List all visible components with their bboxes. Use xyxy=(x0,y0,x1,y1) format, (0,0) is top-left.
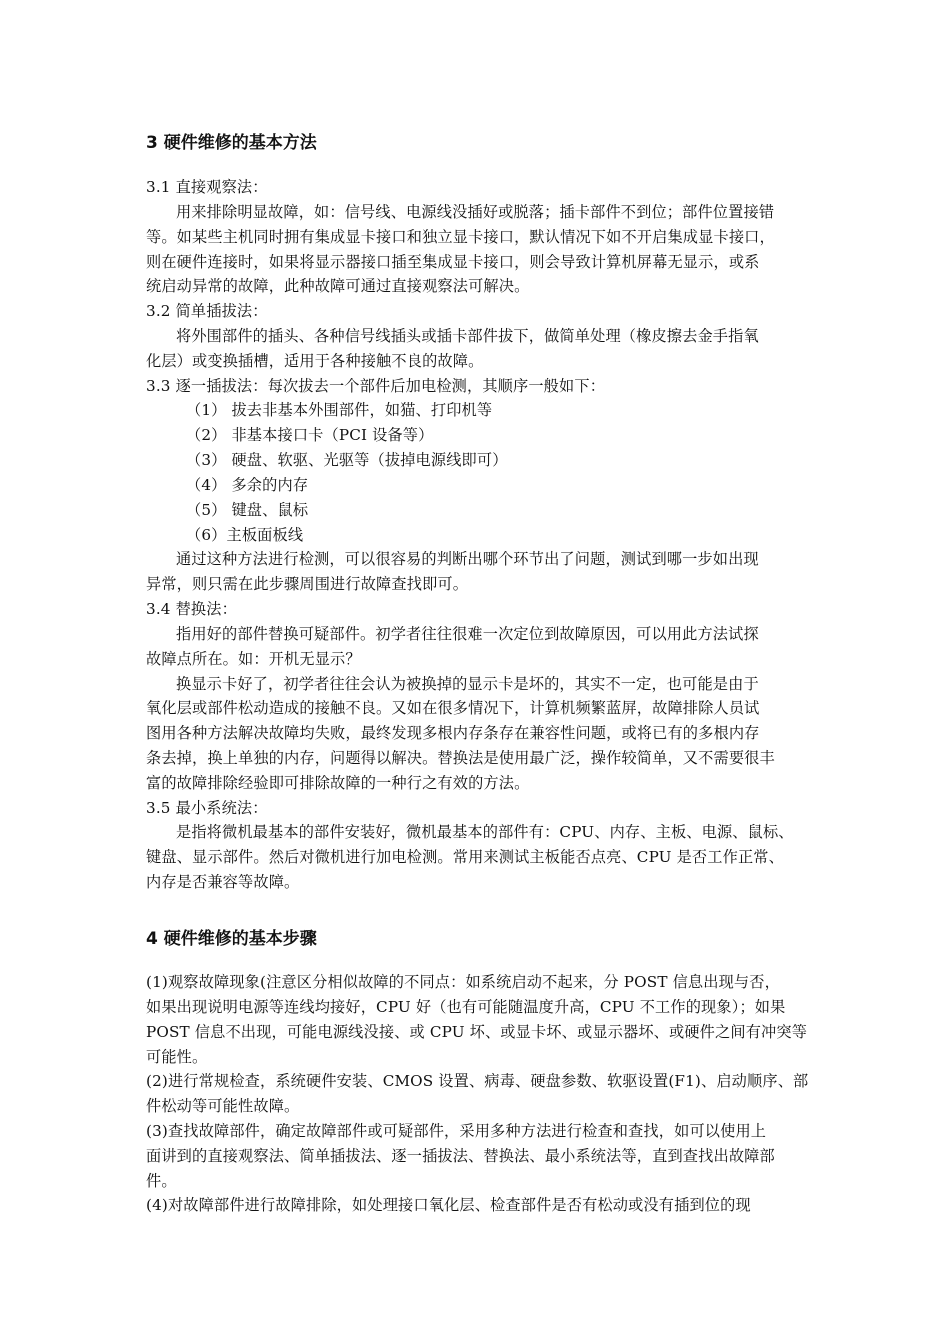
paragraph-line: 通过这种方法进行检测，可以很容易的判断出哪个环节出了问题，测试到哪一步如出现 xyxy=(176,550,759,568)
section-3-heading: 3 硬件维修的基本方法 xyxy=(146,133,317,153)
paragraph-line: 换显示卡好了，初学者往往会认为被换掉的显示卡是坏的，其实不一定，也可能是由于 xyxy=(176,675,759,693)
paragraph-line: POST 信息不出现，可能电源线没接、或 CPU 坏、或显卡坏、或显示器坏、或硬件之间有冲突等 xyxy=(146,1023,808,1041)
paragraph-line: 图用各种方法解决故障均失败，最终发现多根内存条存在兼容性问题，或将已有的多根内存 xyxy=(146,724,760,742)
step-item: （5） 键盘、鼠标 xyxy=(186,501,309,519)
paragraph-line: 氧化层或部件松动造成的接触不良。又如在很多情况下，计算机频繁蓝屏，故障排除人员试 xyxy=(146,699,760,717)
section-3-4-title: 3.4 替换法： xyxy=(146,600,237,618)
paragraph-line: 内存是否兼容等故障。 xyxy=(146,873,300,891)
step-item: （2） 非基本接口卡（PCI 设备等） xyxy=(186,426,434,444)
paragraph-line: 将外围部件的插头、各种信号线插头或插卡部件拔下，做简单处理（橡皮擦去金手指氧 xyxy=(176,327,759,345)
paragraph-line: 件。 xyxy=(146,1172,177,1190)
paragraph-line: (2)进行常规检查，系统硬件安装、CMOS 设置、病毒、硬盘参数、软驱设置(F1)、启动顺序、部 xyxy=(146,1072,809,1090)
section-3-2-title: 3.2 简单插拔法： xyxy=(146,302,268,320)
section-3-3-title: 3.3 逐一插拔法：每次拔去一个部件后加电检测，其顺序一般如下： xyxy=(146,377,606,395)
paragraph-line: 统启动异常的故障，此种故障可通过直接观察法可解决。 xyxy=(146,277,530,295)
paragraph-line: 化层）或变换插槽，适用于各种接触不良的故障。 xyxy=(146,352,484,370)
paragraph-line: (4)对故障部件进行故障排除，如处理接口氧化层、检查部件是否有松动或没有插到位的现 xyxy=(146,1196,751,1214)
paragraph-line: 则在硬件连接时，如果将显示器接口插至集成显卡接口，则会导致计算机屏幕无显示，或系 xyxy=(146,253,760,271)
paragraph-line: 异常，则只需在此步骤周围进行故障查找即可。 xyxy=(146,575,469,593)
paragraph-line: 富的故障排除经验即可排除故障的一种行之有效的方法。 xyxy=(146,774,530,792)
section-3-1-title: 3.1 直接观察法： xyxy=(146,178,268,196)
section-4-heading: 4 硬件维修的基本步骤 xyxy=(146,929,317,949)
paragraph-line: 件松动等可能性故障。 xyxy=(146,1097,300,1115)
paragraph-line: 如果出现说明电源等连线均接好，CPU 好（也有可能随温度升高，CPU 不工作的现象）；如果 xyxy=(146,998,786,1016)
paragraph-line: 指用好的部件替换可疑部件。初学者往往很难一次定位到故障原因，可以用此方法试探 xyxy=(176,625,759,643)
paragraph-line: 故障点所在。如：开机无显示？ xyxy=(146,650,361,668)
paragraph-line: (3)查找故障部件，确定故障部件或可疑部件，采用多种方法进行检查和查找，如可以使用上 xyxy=(146,1122,767,1140)
paragraph-line: 可能性。 xyxy=(146,1048,208,1066)
step-item: （4） 多余的内存 xyxy=(186,476,309,494)
paragraph-line: 键盘、显示部件。然后对微机进行加电检测。常用来测试主板能否点亮、CPU 是否工作正常、 xyxy=(146,848,784,866)
step-item: （1） 拔去非基本外围部件，如猫、打印机等 xyxy=(186,401,493,419)
step-item: （6）主板面板线 xyxy=(186,526,304,544)
paragraph-line: 条去掉，换上单独的内存，问题得以解决。替换法是使用最广泛，操作较简单，又不需要很丰 xyxy=(146,749,775,767)
paragraph-line: 用来排除明显故障，如：信号线、电源线没插好或脱落；插卡部件不到位；部件位置接错 xyxy=(176,203,775,221)
paragraph-line: 等。如某些主机同时拥有集成显卡接口和独立显卡接口，默认情况下如不开启集成显卡接口， xyxy=(146,228,775,246)
paragraph-line: 面讲到的直接观察法、简单插拔法、逐一插拔法、替换法、最小系统法等，直到查找出故障部 xyxy=(146,1147,775,1165)
step-item: （3） 硬盘、软驱、光驱等（拔掉电源线即可） xyxy=(186,451,508,469)
paragraph-line: (1)观察故障现象(注意区分相似故障的不同点：如系统启动不起来，分 POST 信息出现与否， xyxy=(146,973,780,991)
paragraph-line: 是指将微机最基本的部件安装好，微机最基本的部件有：CPU、内存、主板、电源、鼠标、 xyxy=(176,823,794,841)
section-3-5-title: 3.5 最小系统法： xyxy=(146,799,268,817)
